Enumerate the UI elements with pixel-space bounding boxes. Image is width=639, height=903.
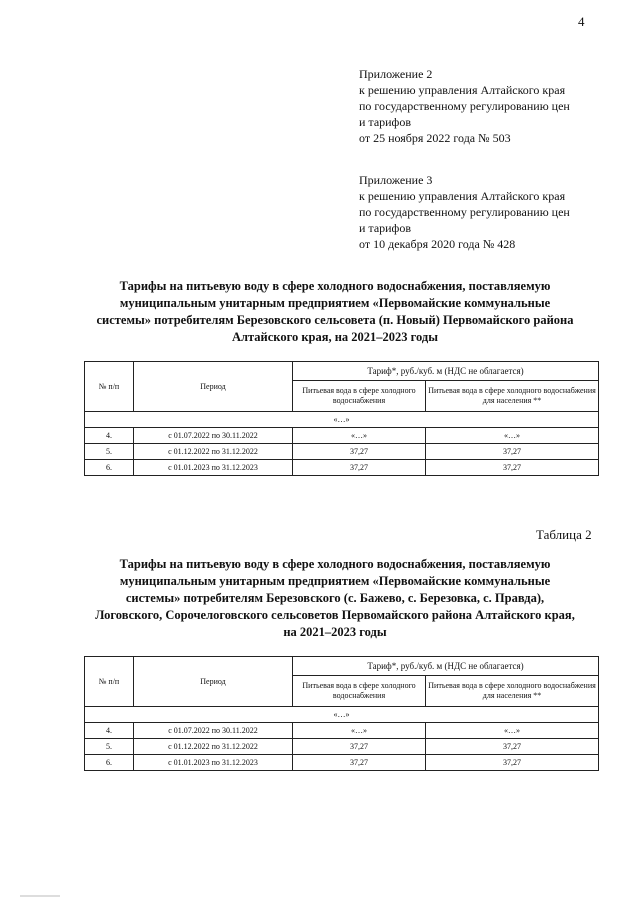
annex-3-header <box>359 172 570 252</box>
cell-period: с 01.07.2022 по 30.11.2022 <box>134 428 293 444</box>
cell-period: с 01.12.2022 по 31.12.2022 <box>134 444 293 460</box>
cell-num: 6. <box>85 460 134 476</box>
table-2-title <box>70 556 600 641</box>
cell-value: 37,27 <box>293 739 426 755</box>
cell-num: 4. <box>85 723 134 739</box>
annex-line: от 25 ноября 2022 года № 503 <box>359 131 511 145</box>
cell-period: с 01.07.2022 по 30.11.2022 <box>134 723 293 739</box>
title-line: системы» потребителям Березовского (с. Бажево, с. Березовка, с. Правда), <box>125 591 545 605</box>
header-period: Период <box>134 362 293 412</box>
title-line: системы» потребителям Березовского сельсовета (п. Новый) Первомайского района <box>96 313 574 327</box>
title-line: Алтайского края, на 2021–2023 годы <box>231 330 439 344</box>
title-line: на 2021–2023 годы <box>283 625 387 639</box>
cell-value: 37,27 <box>426 739 599 755</box>
page-number: 4 <box>578 14 585 29</box>
title-line: Тарифы на питьевую воду в сфере холодного водоснабжения, поставляемую <box>119 279 551 293</box>
tariff-table-2 <box>84 656 599 771</box>
title-line: муниципальным унитарным предприятием «Первомайские коммунальные <box>119 574 551 588</box>
cell-value: 37,27 <box>426 444 599 460</box>
table-1-title <box>70 278 600 346</box>
cell-period: с 01.01.2023 по 31.12.2023 <box>134 755 293 771</box>
title-line: Тарифы на питьевую воду в сфере холодного водоснабжения, поставляемую <box>119 557 551 571</box>
cell-value: «…» <box>426 723 599 739</box>
table-row <box>85 755 599 771</box>
cell-period: с 01.01.2023 по 31.12.2023 <box>134 460 293 476</box>
table-row <box>85 444 599 460</box>
header-tariff: Тариф*, руб./куб. м (НДС не облагается) <box>293 657 599 676</box>
cell-value: «…» <box>293 428 426 444</box>
cell-period: с 01.12.2022 по 31.12.2022 <box>134 739 293 755</box>
header-num: № п/п <box>85 362 134 412</box>
cell-num: 5. <box>85 444 134 460</box>
cell-value: 37,27 <box>293 755 426 771</box>
cell-num: 5. <box>85 739 134 755</box>
header-col2: Питьевая вода в сфере холодного водоснабжения для населения ** <box>426 381 599 412</box>
cell-value: 37,27 <box>426 460 599 476</box>
header-num: № п/п <box>85 657 134 707</box>
annex-line: к решению управления Алтайского края <box>359 189 566 203</box>
table-row <box>85 428 599 444</box>
ellipsis-cell: «…» <box>85 412 599 428</box>
annex-line: по государственному регулированию цен <box>359 99 570 113</box>
title-line: муниципальным унитарным предприятием «Первомайские коммунальные <box>119 296 551 310</box>
table-row <box>85 707 599 723</box>
cell-value: 37,27 <box>293 460 426 476</box>
table-row <box>85 739 599 755</box>
table-row <box>85 412 599 428</box>
tariff-table-1 <box>84 361 599 476</box>
cell-value: «…» <box>293 723 426 739</box>
scan-mark <box>20 895 60 897</box>
annex-line: Приложение 2 <box>359 67 433 81</box>
header-period: Период <box>134 657 293 707</box>
annex-line: к решению управления Алтайского края <box>359 83 566 97</box>
table-row <box>85 460 599 476</box>
header-col1: Питьевая вода в сфере холодного водоснабжения <box>293 381 426 412</box>
cell-num: 6. <box>85 755 134 771</box>
annex-2-header <box>359 66 570 146</box>
annex-line: и тарифов <box>359 221 412 235</box>
cell-value: «…» <box>426 428 599 444</box>
table-row <box>85 723 599 739</box>
annex-line: и тарифов <box>359 115 412 129</box>
annex-line: Приложение 3 <box>359 173 433 187</box>
annex-line: по государственному регулированию цен <box>359 205 570 219</box>
header-tariff: Тариф*, руб./куб. м (НДС не облагается) <box>293 362 599 381</box>
cell-value: 37,27 <box>293 444 426 460</box>
cell-value: 37,27 <box>426 755 599 771</box>
table-2-caption: Таблица 2 <box>536 527 592 542</box>
annex-line: от 10 декабря 2020 года № 428 <box>359 237 516 251</box>
ellipsis-cell: «…» <box>85 707 599 723</box>
header-col2: Питьевая вода в сфере холодного водоснабжения для населения ** <box>426 676 599 707</box>
title-line: Логовского, Сорочелоговского сельсоветов Первомайского района Алтайского края, <box>95 608 575 622</box>
cell-num: 4. <box>85 428 134 444</box>
header-col1: Питьевая вода в сфере холодного водоснабжения <box>293 676 426 707</box>
